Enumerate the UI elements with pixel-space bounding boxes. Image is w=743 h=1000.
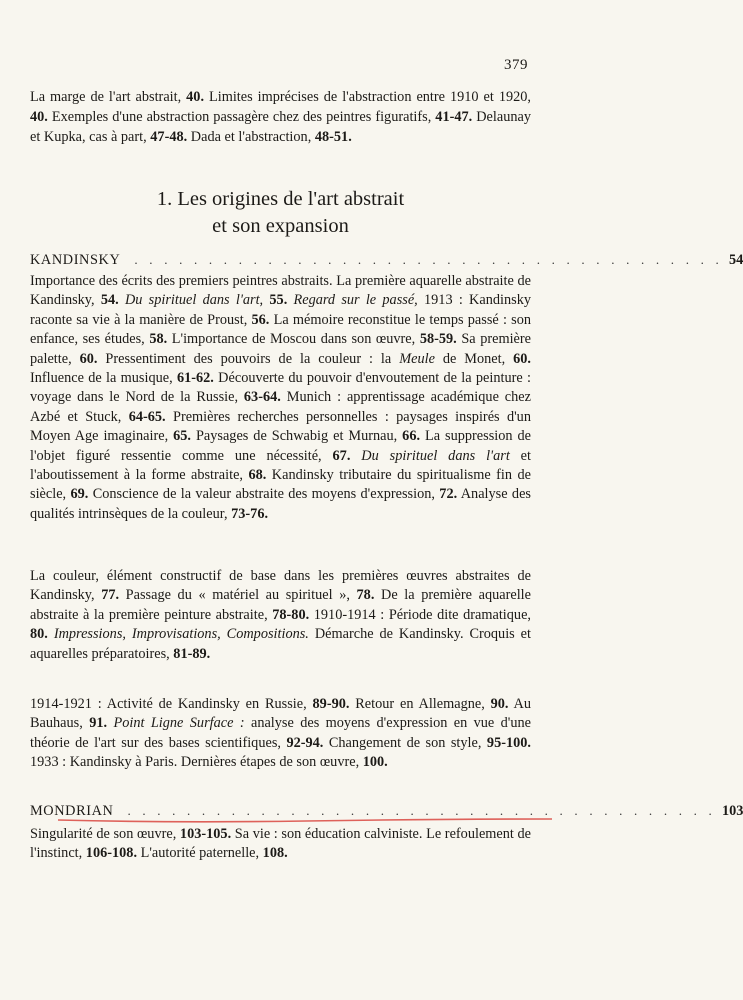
leader-dots: . . . . . . . . . . . . . . . . . . . . . . . . . . . . . . . . . . . . . . . . <box>127 803 716 818</box>
red-underline-mark <box>56 816 554 824</box>
entry-name: KANDINSKY <box>30 252 121 268</box>
entry-name: MONDRIAN <box>30 803 114 819</box>
kandinsky-paragraph-2: La couleur, élément constructif de base dans les premières œuvres abstraites de Kandinsky, 77. Passage du « matériel au spirituel », 78. De la première aquarelle abstraite à la première peinture abstraite, 78-80. 1910-1914 : Période dite dramatique, 80. Impressions, Improvisations, Compositions. Démarche de Kandinsky. Croquis et aquarelles préparatoires, 81-89. <box>30 568 531 662</box>
mondrian-paragraph: Singularité de son œuvre, 103-105. Sa vie : son éducation calviniste. Le refoulement de l'instinct, 106-108. L'autorité paternelle, 108. <box>30 826 531 862</box>
entry-kandinsky <box>30 250 743 270</box>
kandinsky-paragraph-1: Importance des écrits des premiers peintres abstraits. La première aquarelle abstraite de Kandinsky, 54. Du spirituel dans l'art, 55. Regard sur le passé, 1913 : Kandinsky raconte sa vie à la manière de Proust, 56. La mémoire reconstitue le temps passé : son enfance, ses études, 58. L'importance de Moscou dans son œuvre, 58-59. Sa première palette, 60. Pressentiment des pouvoirs de la couleur : la Meule de Monet, 60. Influence de la musique, 61-62. Découverte du pouvoir d'envoutement de la peinture : voyage dans le Nord de la Russie, 63-64. Munich : apprentissage académique chez Azbé et Stuck, 64-65. Premières recherches personnelles : paysages inspirés d'un Moyen Age imaginaire, 65. Paysages de Schwabig et Murnau, 66. La suppression de l'objet figuré ressentie comme une nécessité, 67. Du spirituel dans l'art et l'aboutissement à la forme abstraite, 68. Kandinsky tributaire du spiritualisme fin de siècle, 69. Conscience de la valeur abstraite des moyens d'expression, 72. Analyse des qualités intrinsèques de la couleur, 73-76. <box>30 273 532 522</box>
chapter-title-line-2: et son expansion <box>212 215 349 237</box>
chapter-title-line-1: 1. Les origines de l'art abstrait <box>156 188 405 210</box>
page-number: 379 <box>504 57 528 73</box>
entry-page-number: 54 <box>728 252 743 268</box>
entry-page-number: 103 <box>722 803 743 819</box>
chapter-title <box>30 186 531 240</box>
intro-paragraph: La marge de l'art abstrait, 40. Limites imprécises de l'abstraction entre 1910 et 1920, 40. Exemples d'une abstraction passagère chez des peintres figuratifs, 41-47. Delaunay et Kupka, cas à part, 47-48. Dada et l'abstraction, 48-51. <box>30 89 532 145</box>
leader-dots: . . . . . . . . . . . . . . . . . . . . . . . . . . . . . . . . . . . . . . . . <box>134 252 723 267</box>
kandinsky-paragraph-3: 1914-1921 : Activité de Kandinsky en Russie, 89-90. Retour en Allemagne, 90. Au Bauhaus, 91. Point Ligne Surface : analyse des moyens d'expression en vue d'une théorie de l'art sur des bases scientifiques, 92-94. Changement de son style, 95-100. 1933 : Kandinsky à Paris. Dernières étapes de son œuvre, 100. <box>30 696 532 771</box>
